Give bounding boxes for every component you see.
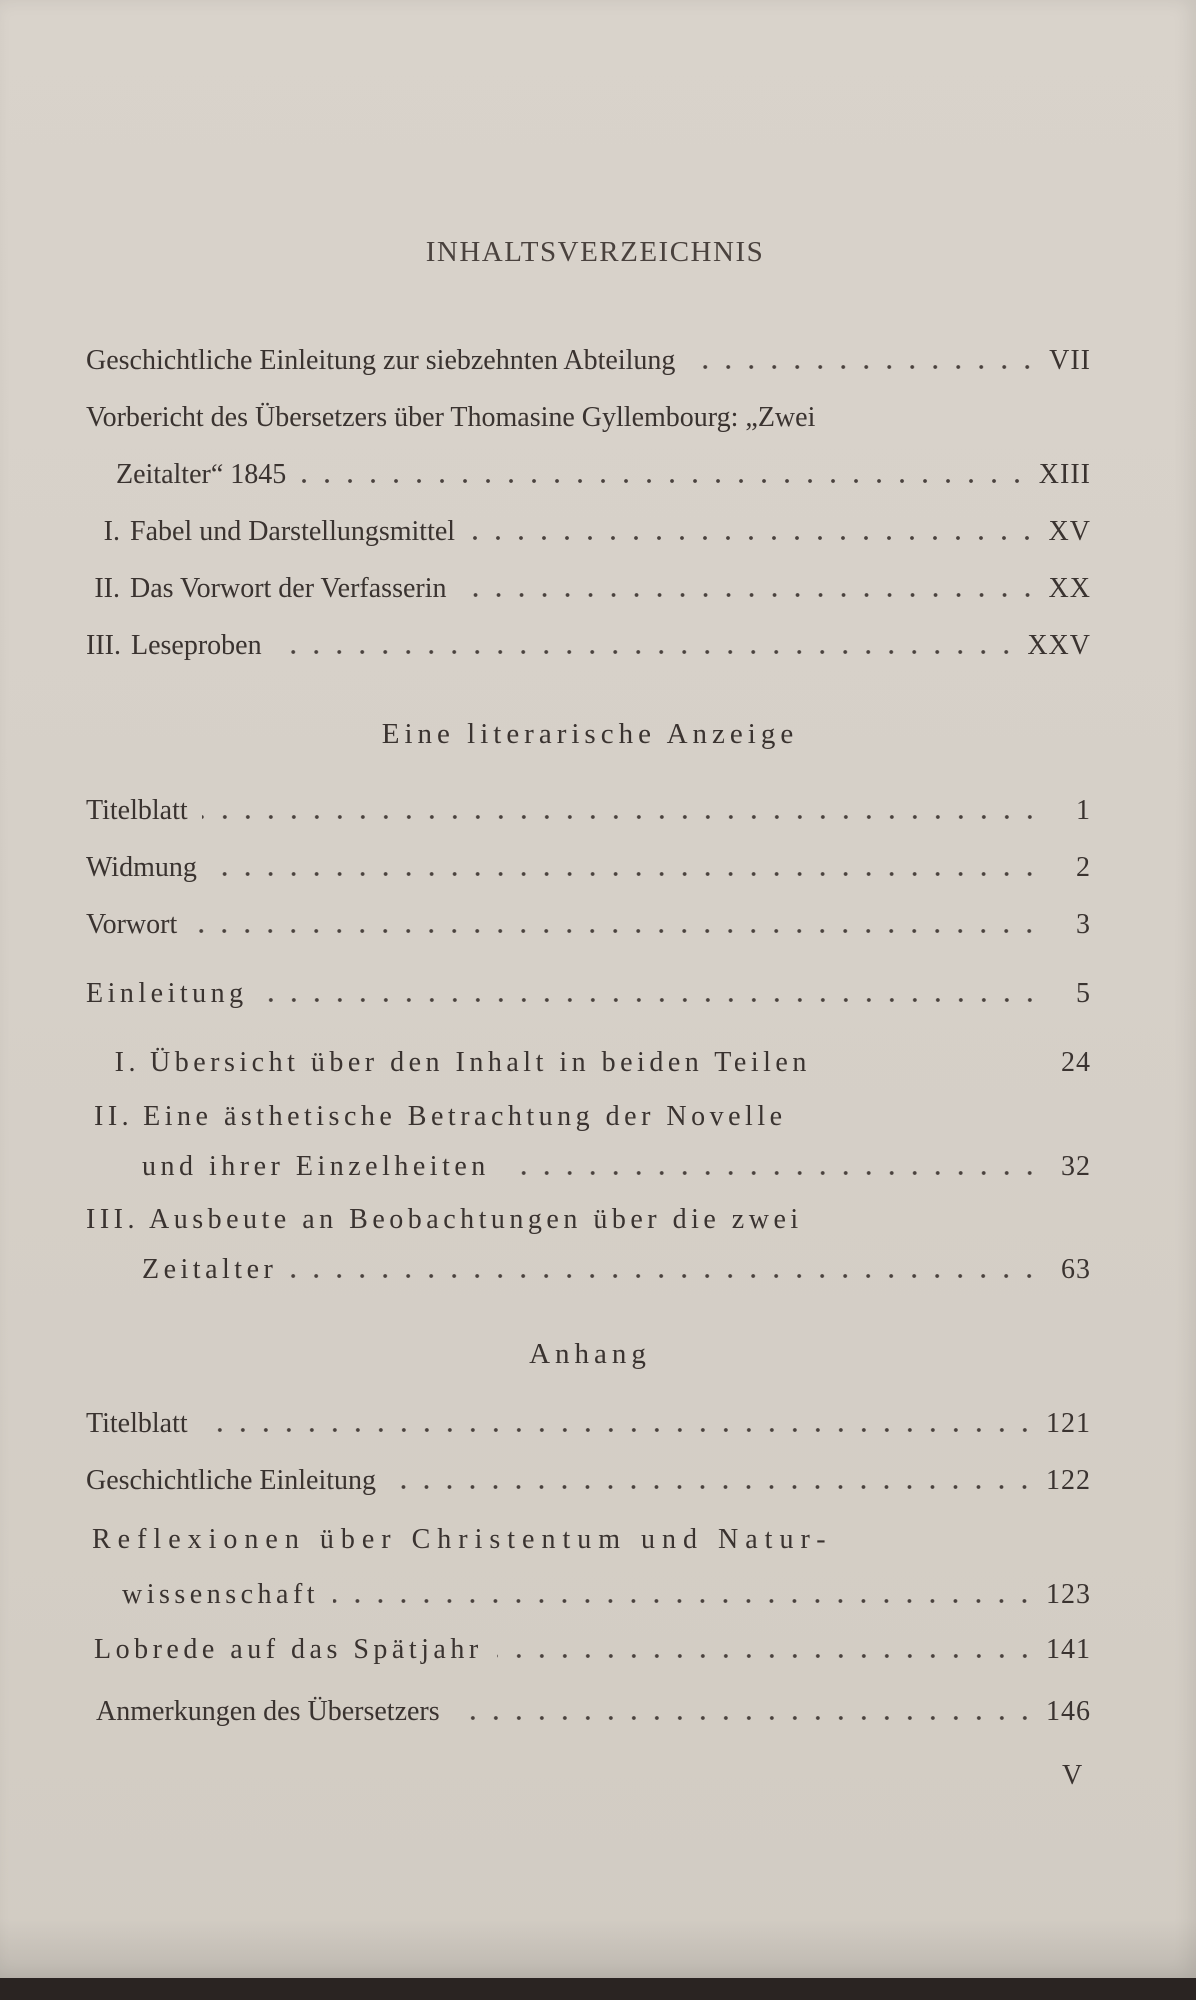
toc-entry-label: Fabel und Darstellungsmittel (130, 516, 456, 547)
dot-leader (689, 351, 1039, 371)
toc-entry (86, 840, 1091, 884)
toc-entry (86, 966, 1091, 1010)
toc-entry-label: Vorbericht des Übersetzers über Thomasine Gyllembourg: „Zwei (86, 402, 816, 433)
toc-entry-label: Das Vorwort der Verfasserin (130, 573, 447, 604)
toc-entry (94, 1622, 1091, 1666)
toc-entry-page: 141 (1046, 1634, 1091, 1665)
dot-leader (202, 1414, 1036, 1434)
toc-entry-label: Widmung (86, 852, 197, 883)
dot-leader (191, 915, 1041, 935)
toc-entry (86, 1453, 1091, 1497)
toc-subentry (86, 1192, 1091, 1236)
toc-entry (92, 1512, 1091, 1556)
toc-entry-page: 24 (1061, 1047, 1091, 1078)
toc-entry-label: Zeitalter“ 1845 (116, 459, 287, 490)
dot-leader (504, 1157, 1041, 1177)
toc-entry-label: Ausbeute an Beobachtungen über die zwei (148, 1204, 803, 1235)
toc-entry-label: Geschichtliche Einleitung (86, 1465, 377, 1496)
toc-entry-page: VII (1049, 345, 1091, 376)
dot-leader (211, 858, 1041, 878)
roman-numeral: I. (103, 516, 120, 547)
toc-entry-label: Vorwort (86, 909, 178, 940)
toc-subentry (86, 504, 1091, 548)
toc-subentry (106, 1035, 1091, 1079)
toc-entry-label: Übersicht über den Inhalt in beiden Teilen (150, 1047, 811, 1078)
dot-leader (825, 1053, 1041, 1073)
toc-entry-page: 32 (1061, 1151, 1091, 1182)
toc-subentry (94, 1089, 1091, 1133)
section-title: Eine literarische Anzeige (381, 718, 799, 750)
toc-entry-label: Geschichtliche Einleitung zur siebzehnten Abteilung (86, 345, 676, 376)
dot-leader (469, 522, 1038, 542)
toc-entry-label: Lobrede auf das Spätjahr (94, 1634, 483, 1665)
toc-entry-page: 1 (1076, 795, 1091, 826)
toc-entry-page: XV (1048, 516, 1091, 547)
toc-entry-page: XXV (1027, 630, 1091, 661)
toc-entry-continuation (142, 1139, 1091, 1183)
dot-leader (300, 465, 1029, 485)
dot-leader (390, 1471, 1036, 1491)
toc-entry-continuation (122, 1567, 1091, 1611)
toc-entry (86, 390, 1091, 434)
toc-entry-page: 122 (1046, 1465, 1091, 1496)
page-number: V (1062, 1760, 1083, 1791)
toc-entry (86, 897, 1091, 941)
toc-entry (96, 1684, 1091, 1728)
toc-subentry (86, 618, 1091, 662)
toc-entry (86, 1396, 1091, 1440)
dot-leader (497, 1640, 1036, 1660)
toc-entry-continuation (116, 447, 1091, 491)
roman-numeral: II. (94, 573, 120, 604)
toc-entry-page: 121 (1046, 1408, 1091, 1439)
toc-entry-page: 123 (1046, 1579, 1091, 1610)
toc-entry-page: 63 (1061, 1254, 1091, 1285)
roman-numeral: III. (86, 1204, 139, 1235)
dot-leader (454, 1702, 1036, 1722)
dot-leader (202, 801, 1041, 821)
page-title: INHALTSVERZEICHNIS (425, 236, 765, 268)
toc-entry (86, 333, 1091, 377)
roman-numeral: III. (86, 630, 121, 661)
toc-entry-label: Titelblatt (86, 795, 188, 826)
toc-entry-page: 146 (1046, 1696, 1091, 1727)
dot-leader (333, 1585, 1036, 1605)
toc-entry-label: Reflexionen über Christentum und Natur- (92, 1524, 833, 1555)
toc-entry-page: XIII (1038, 459, 1091, 490)
dot-leader (461, 579, 1039, 599)
toc-entry-label: Eine ästhetische Betrachtung der Novelle (143, 1101, 787, 1132)
toc-entry-label: und ihrer Einzelheiten (142, 1151, 490, 1182)
toc-entry-page: 2 (1076, 852, 1091, 883)
toc-entry-label: wissenschaft (122, 1579, 320, 1610)
section-title: Anhang (529, 1338, 651, 1370)
roman-numeral: II. (94, 1101, 134, 1132)
toc-entry-label: Anmerkungen des Übersetzers (96, 1696, 440, 1727)
toc-entry (86, 783, 1091, 827)
toc-entry-page: 5 (1076, 978, 1091, 1009)
dot-leader (262, 984, 1041, 1004)
dot-leader (276, 636, 1018, 656)
toc-entry-label: Leseproben (130, 630, 262, 661)
toc-entry-label: Titelblatt (86, 1408, 188, 1439)
toc-entry-page: 3 (1076, 909, 1091, 940)
roman-numeral: I. (114, 1047, 140, 1078)
toc-entry-continuation (142, 1242, 1091, 1286)
dot-leader (291, 1260, 1041, 1280)
toc-entry-label: Zeitalter (142, 1254, 278, 1285)
toc-entry-label: Einleitung (86, 978, 248, 1009)
toc-subentry (86, 561, 1091, 605)
toc-entry-page: XX (1048, 573, 1091, 604)
